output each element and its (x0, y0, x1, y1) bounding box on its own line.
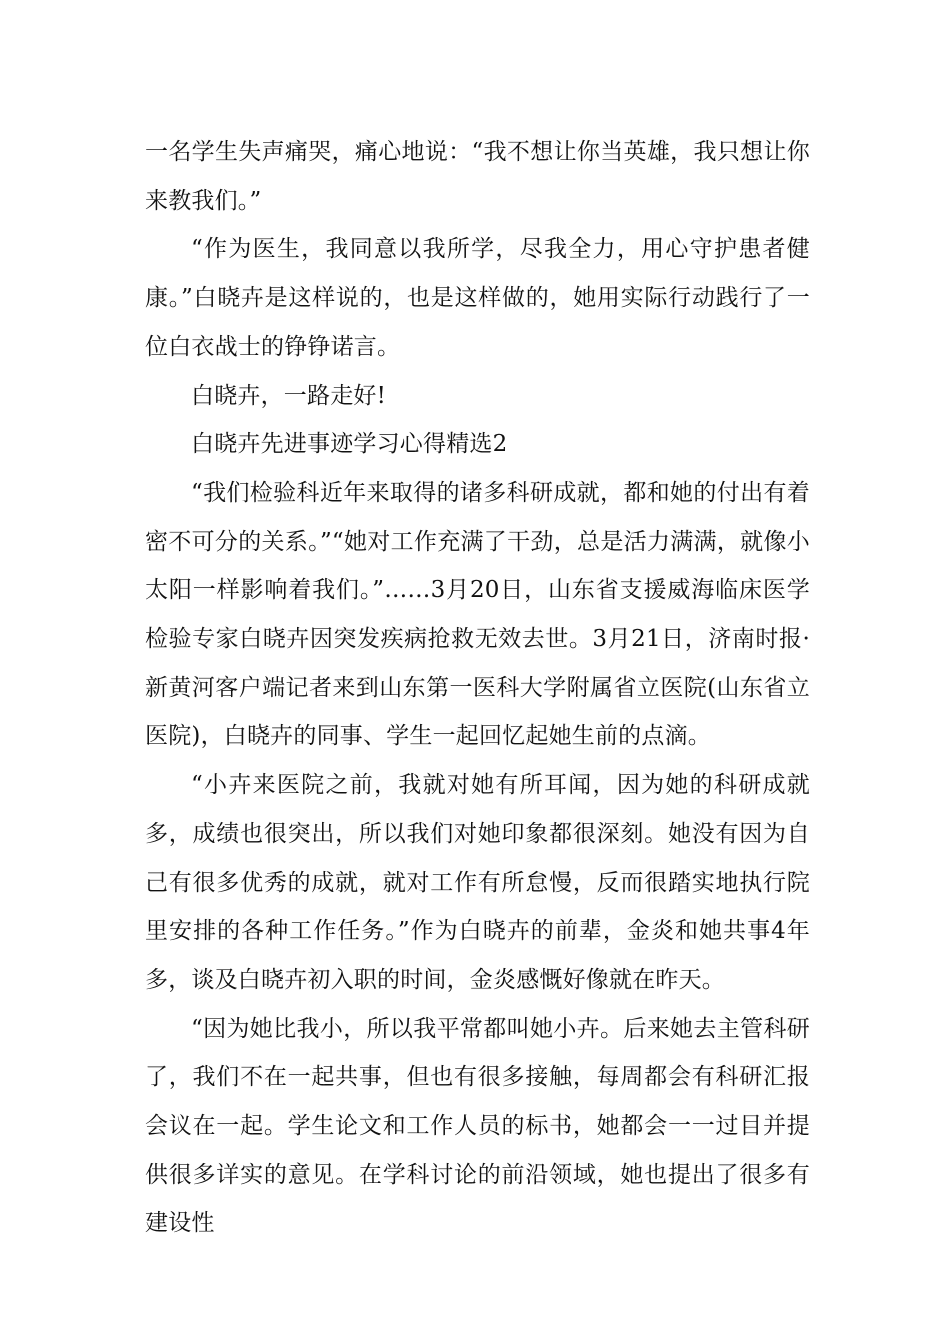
paragraph-6: “小卉来医院之前，我就对她有所耳闻，因为她的科研成就多，成绩也很突出，所以我们对她印象都很深刻。她没有因为自己有很多优秀的成就，就对工作有所怠慢，反而很踏实地执行院里安排的各种工作任务。”作为白晓卉的前辈，金炎和她共事4年多，谈及白晓卉初入职的时间，金炎感慨好像就在昨天。 (145, 772, 810, 993)
paragraph-2: “作为医生，我同意以我所学，尽我全力，用心守护患者健康。”白晓卉是这样说的，也是这样做的，她用实际行动践行了一位白衣战士的铮铮诺言。 (145, 236, 810, 360)
paragraph-7: “因为她比我小，所以我平常都叫她小卉。后来她去主管科研了，我们不在一起共事，但也有很多接触，每周都会有科研汇报会议在一起。学生论文和工作人员的标书，她都会一一过目并提供很多详实的意见。在学科讨论的前沿领域，她也提出了很多有建设性 (145, 1015, 810, 1237)
section-heading: 白晓卉先进事迹学习心得精选2 (191, 431, 508, 458)
paragraph-3: 白晓卉，一路走好! (191, 382, 387, 409)
paragraph-1: 一名学生失声痛哭，痛心地说：“我不想让你当英雄，我只想让你来教我们。” (145, 139, 810, 214)
document-body (145, 128, 810, 1248)
paragraph-5: “我们检验科近年来取得的诸多科研成就，都和她的付出有着密不可分的关系。”“她对工作充满了干劲，总是活力满满，就像小太阳一样影响着我们。”……3月20日，山东省支援威海临床医学检验专家白晓卉因突发疾病抢救无效去世。3月21日，济南时报·新黄河客户端记者来到山东第一医科大学附属省立医院(山东省立医院)，白晓卉的同事、学生一起回忆起她生前的点滴。 (145, 479, 810, 750)
